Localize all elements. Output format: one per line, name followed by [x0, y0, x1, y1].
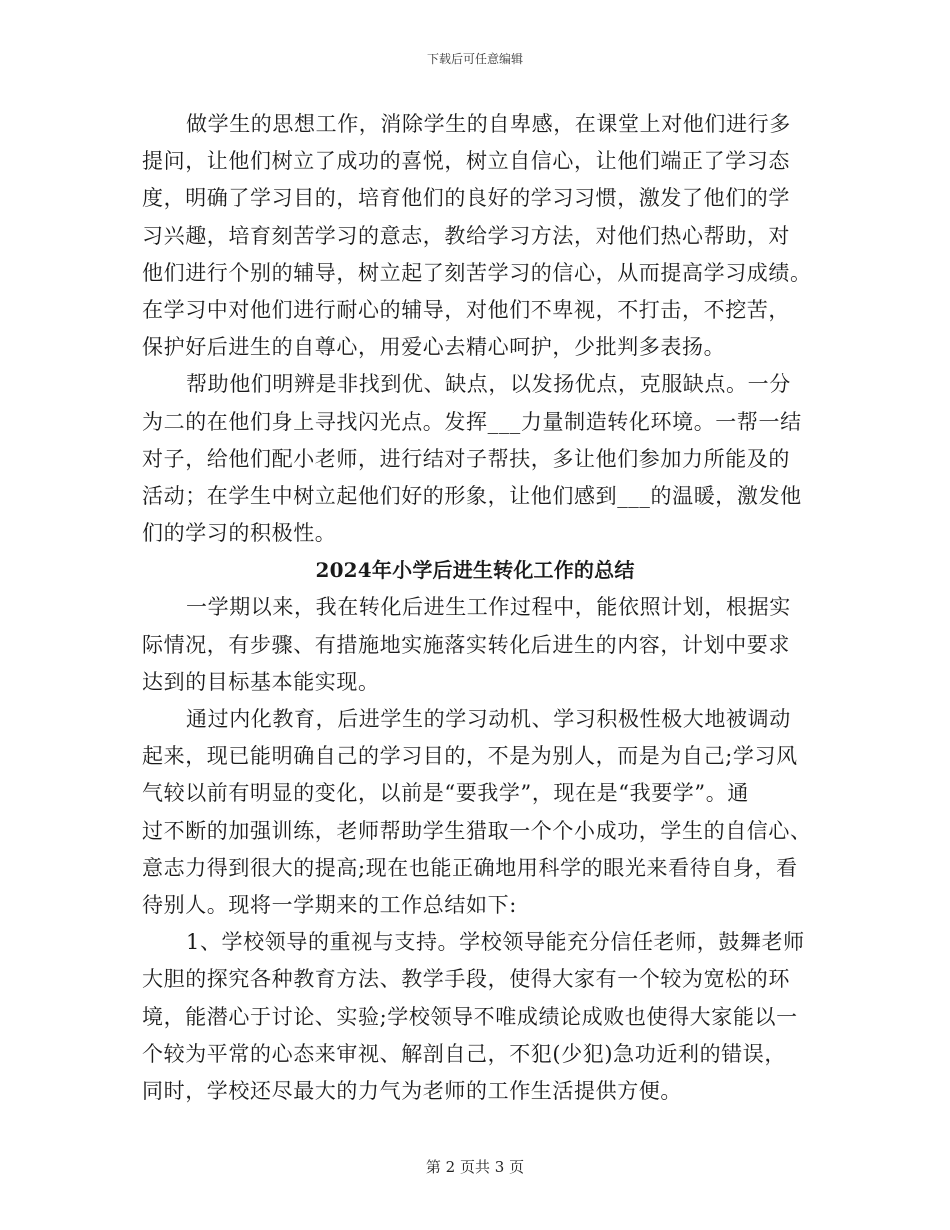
paragraph-line: 做学生的思想工作，消除学生的自卑感，在课堂上对他们进行多: [186, 112, 791, 136]
paragraph-line: 待别人。现将一学期来的工作总结如下:: [142, 892, 517, 917]
paragraph-line: 度，明确了学习目的，培育他们的良好的学习习惯，激发了他们的学: [142, 186, 790, 211]
paragraph-line: 同时，学校还尽最大的力气为老师的工作生活提供方便。: [142, 1078, 682, 1103]
paragraph-line: 他们进行个别的辅导，树立起了刻苦学习的信心，从而提高学习成绩。: [142, 260, 812, 285]
paragraph-line: 一学期以来，我在转化后进生工作过程中，能依照计划，根据实: [186, 595, 791, 620]
paragraph-line: 们的学习的积极性。: [142, 521, 337, 546]
paragraph-line: 对子，给他们配小老师，进行结对子帮扶，多让他们参加力所能及的: [142, 446, 790, 471]
paragraph-line: 1、学校领导的重视与支持。学校领导能充分信任老师，鼓舞老师: [186, 930, 805, 955]
paragraph-line: 保护好后进生的自尊心，用爱心去精心呵护，少批判多表扬。: [142, 335, 726, 360]
paragraph-line: 习兴趣，培育刻苦学习的意志，教给学习方法，对他们热心帮助，对: [142, 223, 790, 248]
section-title: 2024年小学后进生转化工作的总结: [315, 558, 635, 583]
page-footer: 第 2 页共 3 页: [425, 1158, 525, 1176]
paragraph-line: 活动；在学生中树立起他们好的形象，让他们感到___的温暖，激发他: [142, 483, 802, 508]
paragraph-line: 提问，让他们树立了成功的喜悦，树立自信心，让他们端正了学习态: [142, 149, 790, 174]
paragraph-line: 通过内化教育，后进学生的学习动机、学习积极性极大地被调动: [186, 707, 791, 731]
paragraph-line: 帮助他们明辨是非找到优、缺点，以发扬优点，克服缺点。一分: [186, 372, 791, 397]
paragraph-line: 达到的目标基本能实现。: [142, 669, 380, 694]
paragraph-line: 个较为平常的心态来审视、解剖自己，不犯(少犯)急功近利的错误，: [142, 1041, 786, 1066]
paragraph-line: 大胆的探究各种教育方法、教学手段，使得大家有一个较为宽松的环: [142, 967, 790, 992]
document-body: [142, 106, 812, 1110]
paragraph-line: 境，能潜心于讨论、实验;学校领导不唯成绩论成败也使得大家能以一: [142, 1004, 798, 1029]
paragraph-line: 意志力得到很大的提高;现在也能正确地用科学的眼光来看待自身，看: [142, 855, 798, 880]
paragraph-line: 过不断的加强训练，老师帮助学生猎取一个个小成功，学生的自信心、: [142, 818, 812, 843]
paragraph-line: 为二的在他们身上寻找闪光点。发挥___力量制造转化环境。一帮一结: [142, 409, 802, 434]
page-header: 下载后可任意编辑: [426, 52, 523, 66]
paragraph-line: 起来，现已能明确自己的学习目的，不是为别人，而是为自己;学习风: [142, 744, 798, 769]
paragraph-line: 在学习中对他们进行耐心的辅导，对他们不卑视，不打击，不挖苦，: [142, 297, 790, 322]
paragraph-line: 气较以前有明显的变化，以前是“要我学”，现在是“我要学”。通: [142, 781, 749, 806]
paragraph-line: 际情况，有步骤、有措施地实施落实转化后进生的内容，计划中要求: [142, 632, 790, 657]
